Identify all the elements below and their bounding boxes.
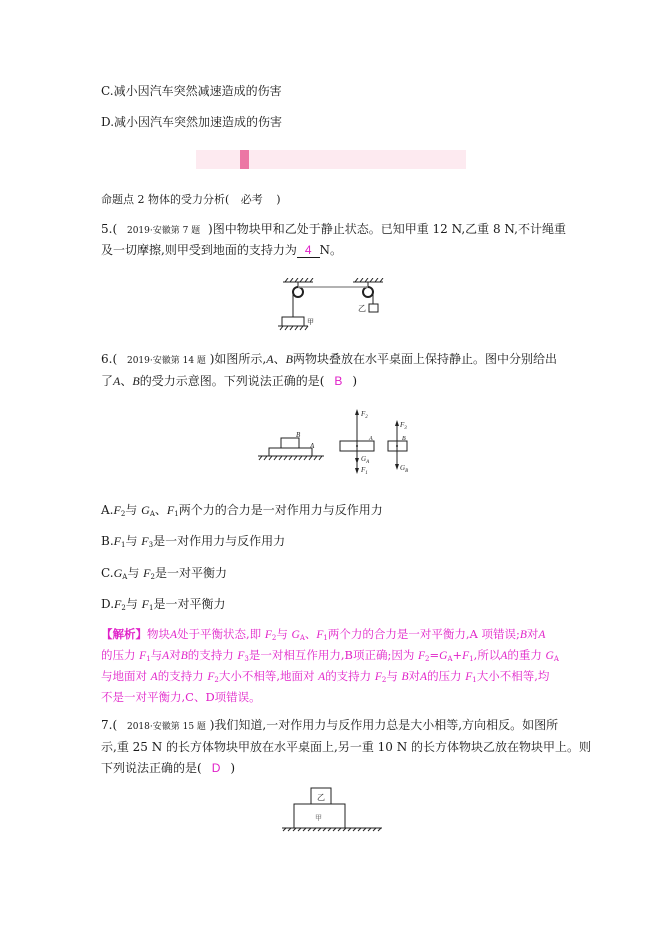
a-text: + xyxy=(452,648,463,662)
a-text: 与 xyxy=(386,669,398,683)
sub: 2 xyxy=(120,510,126,518)
q7-source: 2018·安徽第 15 题 xyxy=(126,722,206,732)
q7-line1 xyxy=(101,718,558,734)
q6-text2a: 了 xyxy=(101,374,114,388)
a-text: 对 xyxy=(169,648,181,662)
var-F: F xyxy=(141,597,150,611)
q5-number: 5.( xyxy=(101,222,118,236)
var-B: B xyxy=(401,671,409,683)
F3-arrow xyxy=(395,420,399,426)
var-A: A xyxy=(266,352,274,366)
var-G: G xyxy=(113,566,123,580)
a-text: 两个力的合力是一对平衡力,A 项错误; xyxy=(327,627,520,641)
var-A: A xyxy=(150,671,158,683)
a-text: 处于平衡状态,即 xyxy=(177,627,262,641)
A-center xyxy=(356,445,358,447)
sub: 2 xyxy=(425,655,430,663)
option-c: C.减小因汽车突然减速造成的伤害 xyxy=(101,84,282,98)
var-F: F xyxy=(316,629,324,641)
section-tag: 必考 xyxy=(240,193,263,206)
var-G: G xyxy=(439,650,448,662)
sub: 1 xyxy=(174,510,179,518)
section-title xyxy=(101,193,281,207)
sub: 1 xyxy=(469,655,474,663)
label-GA: $G_A$ xyxy=(361,455,370,465)
ceiling-right xyxy=(353,278,383,282)
analysis-line2 xyxy=(101,648,559,666)
q6-text1b: 两物块叠放在水平桌面上保持静止。图中分别给出 xyxy=(292,352,557,366)
F1-arrow xyxy=(355,468,359,474)
var-A: A xyxy=(113,374,121,388)
a-text: 的支持力 xyxy=(187,648,234,662)
sub: A xyxy=(122,573,128,581)
q6-option-b xyxy=(101,534,285,552)
var-G: G xyxy=(291,629,300,641)
ground xyxy=(278,326,308,330)
q7-close: ) xyxy=(230,761,236,775)
var-F: F xyxy=(465,671,473,683)
sub: 1 xyxy=(149,604,154,612)
sub: A xyxy=(149,510,155,518)
section-close: ) xyxy=(276,193,281,206)
label-B: B xyxy=(296,431,301,439)
q6-option-c xyxy=(101,566,227,584)
q6-number: 6.( xyxy=(101,352,118,366)
q7-text3: 下列说法正确的是( xyxy=(101,761,202,775)
sub: 2 xyxy=(214,676,219,684)
opt-prefix: A. xyxy=(101,503,114,517)
F2-arrow xyxy=(355,409,359,415)
a-text: 与 xyxy=(150,648,163,662)
opt-prefix: D. xyxy=(101,597,115,611)
label-yi: 乙 xyxy=(317,793,325,802)
q7-answer: D xyxy=(211,761,221,775)
var-B: B xyxy=(132,374,140,388)
var-F: F xyxy=(462,650,470,662)
label-yi: 乙 xyxy=(358,304,366,313)
opt-text: 与 xyxy=(125,597,138,611)
sub: 3 xyxy=(244,655,249,663)
var-F: F xyxy=(418,650,426,662)
q7-block-figure xyxy=(282,786,384,834)
var-B: B xyxy=(519,629,527,641)
q7-text1: )我们知道,一对作用力与反作用力总是大小相等,方向相反。如图所 xyxy=(209,718,559,732)
label-F2: $F_2$ xyxy=(361,410,368,420)
sep: 、 xyxy=(273,352,286,366)
sub: 2 xyxy=(150,573,155,581)
a-text: 的支持力 xyxy=(325,669,372,683)
sub: A xyxy=(553,655,559,663)
label-A2: A xyxy=(369,436,373,442)
var-A: A xyxy=(538,629,546,641)
a-text: 、 xyxy=(304,627,317,641)
sub: 1 xyxy=(472,676,477,684)
block-jia xyxy=(282,317,304,326)
a-text: 是一对相互作用力,B项正确;因为 xyxy=(248,648,415,662)
ceiling-left xyxy=(283,278,313,282)
var-F: F xyxy=(141,534,149,548)
right-pulley xyxy=(363,287,373,297)
q6-line2 xyxy=(101,374,357,388)
var-G: G xyxy=(545,650,554,662)
GA-arrow xyxy=(355,458,359,464)
q6-option-a xyxy=(101,503,383,521)
analysis-tag: 【解析】 xyxy=(101,627,147,641)
label-A: A xyxy=(310,442,315,450)
a-text: = xyxy=(429,648,440,662)
q6-line1 xyxy=(101,352,557,368)
a-text: 大小不相等,地面对 xyxy=(218,669,315,683)
sub: 2 xyxy=(121,604,126,612)
var-F: F xyxy=(143,566,151,580)
a-text: 对 xyxy=(408,669,421,683)
opt-prefix: C. xyxy=(101,566,114,580)
label-GB: $G_B$ xyxy=(400,464,409,474)
var-F: F xyxy=(207,671,215,683)
var-F: F xyxy=(114,597,122,611)
opt-text: 、 xyxy=(154,503,167,517)
q6-text1a: )如图所示, xyxy=(209,352,267,366)
a-text: 的重力 xyxy=(507,648,542,662)
GB-arrow xyxy=(395,464,399,470)
sub: 3 xyxy=(148,541,154,549)
table-ground xyxy=(258,456,324,460)
opt-text: 与 xyxy=(125,534,138,548)
q6-option-d xyxy=(101,597,226,615)
var-F: F xyxy=(166,503,175,517)
label-jia: 甲 xyxy=(307,318,314,326)
a-text: 大小不相等,均 xyxy=(476,669,550,683)
var-F: F xyxy=(264,629,272,641)
q6-text2b: 的受力示意图。下列说法正确的是( xyxy=(139,374,325,388)
sub: A xyxy=(299,634,305,642)
a-text: 与地面对 xyxy=(101,669,147,683)
q5-line2 xyxy=(101,243,342,258)
block-B xyxy=(281,438,299,448)
sub: 1 xyxy=(120,541,126,549)
q6-answer: B xyxy=(334,374,343,388)
a-text: 的压力 xyxy=(427,669,462,683)
section-title-text: 命题点 2 物体的受力分析( xyxy=(101,193,230,206)
opt-text: 与 xyxy=(125,503,138,517)
var-A: A xyxy=(162,650,170,662)
label-B2: B xyxy=(402,436,406,442)
analysis-line4: 不是一对平衡力,C、D项错误。 xyxy=(101,690,261,704)
block-A xyxy=(269,448,312,456)
sub: 2 xyxy=(271,634,277,642)
var-A: A xyxy=(420,671,428,683)
var-A: A xyxy=(170,629,178,641)
sub: 2 xyxy=(381,676,387,684)
table-ground xyxy=(282,828,382,831)
sub: 1 xyxy=(323,634,328,642)
opt-text: 与 xyxy=(127,566,140,580)
label-jia: 甲 xyxy=(315,814,322,822)
a-text: ,所以 xyxy=(473,648,501,662)
q7-line3 xyxy=(101,761,235,775)
var-F: F xyxy=(113,534,121,548)
q5-source: 2019·安徽第 7 题 xyxy=(126,226,201,236)
q7-line2: 示,重 25 N 的长方体物块甲放在水平桌面上,另一重 10 N 的长方体物块乙放在物块甲上。则 xyxy=(101,740,592,754)
opt-text: 是一对平衡力 xyxy=(153,597,226,611)
sub: A xyxy=(447,655,453,663)
q6-force-figure xyxy=(256,406,416,476)
q7-number: 7.( xyxy=(101,718,118,732)
opt-text: 是一对作用力与反作用力 xyxy=(153,534,286,548)
a-text: 的压力 xyxy=(101,648,136,662)
label-F3: $F_3$ xyxy=(400,421,407,431)
section-banner-marker xyxy=(240,150,249,169)
var-B: B xyxy=(285,352,293,366)
var-F: F xyxy=(113,503,121,517)
q5-answer: 4 xyxy=(297,243,320,258)
label-F1: $F_1$ xyxy=(361,466,368,476)
q5-text: )图中物块甲和乙处于静止状态。已知甲重 12 N,乙重 8 N,不计绳重 xyxy=(208,222,566,236)
block-yi xyxy=(369,304,378,312)
var-F: F xyxy=(374,671,382,683)
analysis-line3 xyxy=(101,669,549,687)
analysis-line1 xyxy=(101,627,545,645)
opt-text: 是一对平衡力 xyxy=(154,566,227,580)
q6-source: 2019·安徽第 14 题 xyxy=(126,356,206,366)
var-F: F xyxy=(237,650,245,662)
a-text: 物块 xyxy=(147,627,170,641)
sub: 1 xyxy=(146,655,151,663)
q5-pulley-figure xyxy=(278,278,388,334)
a-text: 的支持力 xyxy=(157,669,204,683)
var-A: A xyxy=(500,650,508,662)
left-pulley xyxy=(293,287,303,297)
B-center xyxy=(396,445,398,447)
q5-text2: 及一切摩擦,则甲受到地面的支持力为 xyxy=(101,243,297,257)
q6-close: ) xyxy=(352,374,358,388)
a-text: 对 xyxy=(526,627,539,641)
section-banner xyxy=(196,150,466,169)
a-text: 与 xyxy=(276,627,288,641)
var-B: B xyxy=(180,650,188,662)
opt-prefix: B. xyxy=(101,534,114,548)
sep: 、 xyxy=(120,374,133,388)
var-G: G xyxy=(141,503,150,517)
var-A: A xyxy=(318,671,326,683)
q5-unit: N。 xyxy=(319,243,343,257)
option-d: D.减小因汽车突然加速造成的伤害 xyxy=(101,115,283,129)
q5-line1 xyxy=(101,222,566,238)
var-F: F xyxy=(139,650,147,662)
opt-text: 两个力的合力是一对作用力与反作用力 xyxy=(178,503,383,517)
